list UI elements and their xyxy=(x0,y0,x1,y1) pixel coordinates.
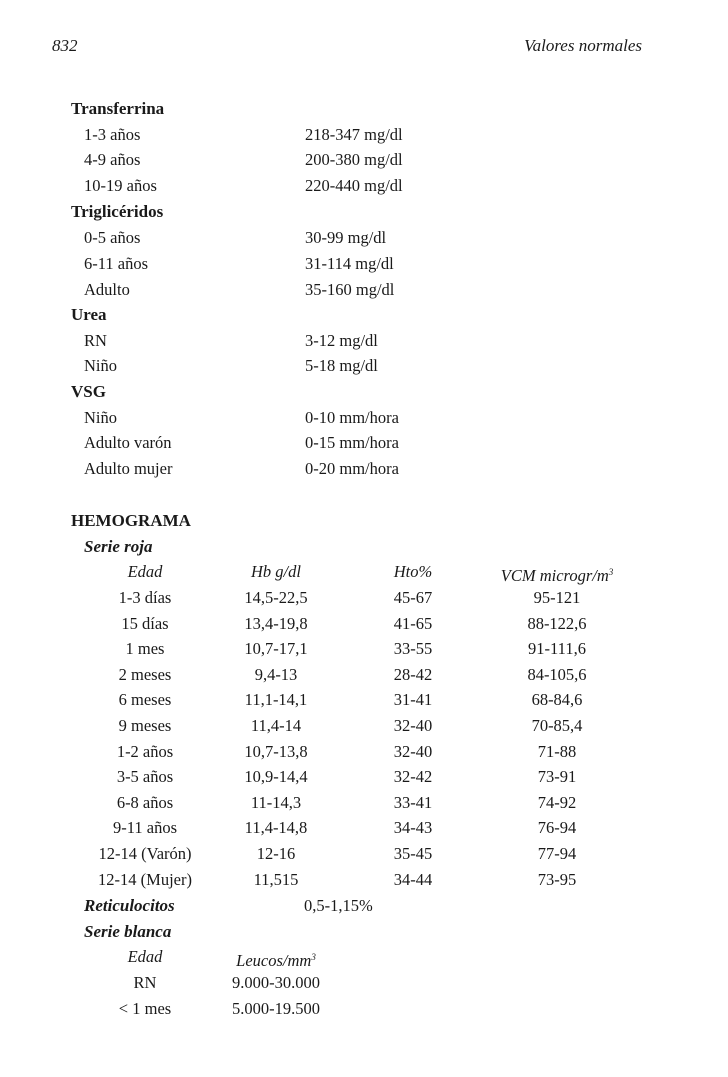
row-label: 10-19 años xyxy=(84,176,157,195)
row-value: 218-347 mg/dl xyxy=(305,125,403,144)
table-cell-vcm: 88-122,6 xyxy=(527,613,587,633)
row-label: 4-9 años xyxy=(84,150,141,169)
table-cell-vcm: 70-85,4 xyxy=(531,716,583,735)
table-cell-vcm: 84-105,6 xyxy=(527,664,587,684)
table-cell-hb: 11,1-14,1 xyxy=(244,690,308,710)
row-value: 200-380 mg/dl xyxy=(305,150,403,169)
section-title-urea: Urea xyxy=(71,305,107,324)
row-value: 31-114 mg/dl xyxy=(305,254,394,273)
table-cell-edad: 1-3 días xyxy=(118,588,172,607)
table-cell-edad: 6-8 años xyxy=(116,792,174,812)
table-cell-vcm: 95-121 xyxy=(533,588,581,607)
table-cell-hto: 34-44 xyxy=(393,869,433,889)
table-cell-hto: 41-65 xyxy=(393,613,433,633)
column-header-hb: Hb g/dl xyxy=(251,562,301,581)
column-header-edad: Edad xyxy=(127,562,163,581)
table-cell-hto: 31-41 xyxy=(393,690,433,710)
table-cell-vcm: 71-88 xyxy=(537,741,577,761)
row-label: Adulto varón xyxy=(84,433,172,452)
table-cell-edad: 1 mes xyxy=(125,639,165,659)
table-cell-edad: 2 meses xyxy=(118,664,172,684)
page-number: 832 xyxy=(52,36,78,55)
table-cell-leucos: 5.000-19.500 xyxy=(232,999,320,1018)
row-value: 30-99 mg/dl xyxy=(305,228,387,247)
row-value: 0-15 mm/hora xyxy=(305,433,399,452)
table-cell-edad: 12-14 (Mujer) xyxy=(98,869,192,889)
row-value: 3-12 mg/dl xyxy=(305,331,378,350)
table-cell-vcm: 91-111,6 xyxy=(528,639,586,659)
table-cell-hto: 33-41 xyxy=(393,792,433,812)
row-value: 220-440 mg/dl xyxy=(305,176,403,195)
section-title-transferrina: Transferrina xyxy=(71,99,165,118)
table-cell-hto: 28-42 xyxy=(393,664,433,684)
table-cell-hb: 13,4-19,8 xyxy=(244,613,308,633)
table-cell-hb: 14,5-22,5 xyxy=(244,588,308,607)
table-cell-edad: 6 meses xyxy=(118,690,172,710)
table-cell-hto: 32-40 xyxy=(393,716,433,735)
table-cell-hb: 11,4-14,8 xyxy=(244,818,308,838)
section-title-vsg: VSG xyxy=(71,382,106,401)
table-cell-hb: 9,4-13 xyxy=(254,664,298,684)
row-value: 0-10 mm/hora xyxy=(305,408,399,427)
table-cell-hto: 32-42 xyxy=(393,767,433,787)
table-cell-hto: 45-67 xyxy=(393,588,433,607)
table-cell-hb: 10,7-13,8 xyxy=(244,741,308,761)
table-cell-hto: 33-55 xyxy=(393,639,433,659)
table-cell-edad: 9 meses xyxy=(118,716,172,735)
reticulocitos-value: 0,5-1,15% xyxy=(304,896,373,915)
table-cell-edad: < 1 mes xyxy=(118,999,172,1018)
row-label: 6-11 años xyxy=(84,254,149,273)
row-value: 0-20 mm/hora xyxy=(305,459,399,478)
table-cell-vcm: 73-91 xyxy=(537,767,577,787)
subsection-title-serie-roja: Serie roja xyxy=(84,537,153,556)
table-cell-edad: RN xyxy=(133,973,157,992)
row-label: 1-3 años xyxy=(84,125,141,144)
column-header-leucos: Leucos/$mm^3$ xyxy=(236,951,316,970)
section-title-hemograma: HEMOGRAMA xyxy=(71,511,191,530)
row-label: Niño xyxy=(84,408,117,427)
row-value: 5-18 mg/dl xyxy=(305,356,378,375)
table-cell-edad: 9-11 años xyxy=(112,818,178,838)
table-cell-hb: 11,4-14 xyxy=(250,716,302,735)
table-cell-edad: 3-5 años xyxy=(116,767,174,787)
section-title-trigliceridos: Triglicéridos xyxy=(71,202,164,221)
table-cell-vcm: 73-95 xyxy=(537,869,577,889)
table-cell-vcm: 74-92 xyxy=(537,792,577,812)
table-cell-hto: 32-40 xyxy=(393,741,433,761)
table-cell-hb: 11-14,3 xyxy=(250,792,302,812)
row-label: Adulto xyxy=(84,280,130,299)
row-label: Niño xyxy=(84,356,117,375)
column-header-edad: Edad xyxy=(127,947,163,966)
table-cell-edad: 1-2 años xyxy=(116,741,174,761)
reticulocitos-label: Reticulocitos xyxy=(84,896,175,915)
table-cell-hb: 10,7-17,1 xyxy=(244,639,308,659)
column-header-vcm: VCM microgr/$m^3$ xyxy=(500,566,614,585)
table-cell-edad: 15 días xyxy=(121,613,169,633)
table-cell-leucos: 9.000-30.000 xyxy=(232,973,320,992)
running-title: Valores normales xyxy=(524,36,642,55)
row-label: RN xyxy=(84,331,107,350)
table-cell-vcm: 77-94 xyxy=(537,844,577,863)
table-cell-edad: 12-14 (Varón) xyxy=(98,844,192,863)
table-cell-hto: 35-45 xyxy=(393,844,433,863)
table-cell-hb: 11,515 xyxy=(253,869,299,889)
row-value: 35-160 mg/dl xyxy=(305,280,395,299)
table-cell-hb: 10,9-14,4 xyxy=(244,767,308,787)
row-label: Adulto mujer xyxy=(84,459,173,478)
table-cell-hb: 12-16 xyxy=(256,844,296,863)
row-label: 0-5 años xyxy=(84,228,141,247)
table-cell-vcm: 68-84,6 xyxy=(531,690,583,710)
table-cell-hto: 34-43 xyxy=(393,818,433,838)
subsection-title-serie-blanca: Serie blanca xyxy=(84,922,172,941)
column-header-hto: Hto% xyxy=(393,562,433,581)
table-cell-vcm: 76-94 xyxy=(537,818,577,838)
